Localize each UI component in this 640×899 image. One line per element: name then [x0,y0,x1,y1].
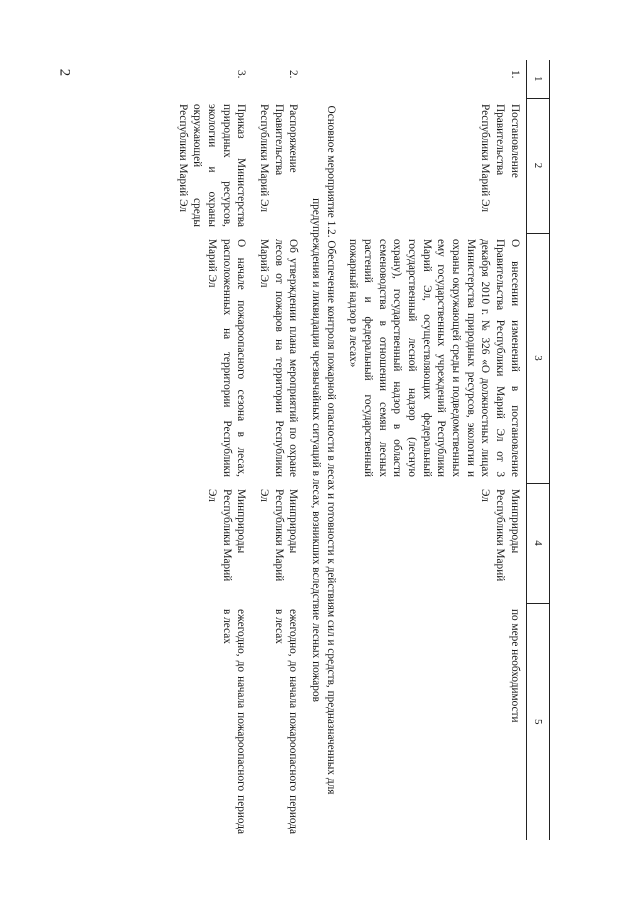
section-row [304,60,341,840]
deadline: по мере необходимости [508,609,521,723]
document-type: Приказ Министерства природных ресурсов, экологии и охраны окружающей среды Республики Марий Эл [176,104,248,227]
header-col-2: 2 [526,98,549,233]
row-number: 2. [287,70,300,79]
document-title: О начале пожароопасного сезона в лесах, расположенных на территории Республики Марий Эл [205,239,248,477]
page-number: 2 [56,68,73,77]
deadline: ежегодно, до начала пожароопасного периода в лесах [272,609,300,834]
table-header-row [526,60,549,840]
executor: Минприроды Республики Марий Эл [479,489,521,582]
table-row [342,60,527,840]
table-row [252,60,304,840]
header-col-5: 5 [526,603,549,840]
executor: Минприроды Республики Марий Эл [257,489,300,582]
row-number: 3. [235,70,248,79]
row-number: 1. [508,70,521,79]
header-col-4: 4 [526,483,549,603]
document-type: Постановление Правительства Республики Марий Эл [479,104,521,213]
measures-table [171,60,550,840]
deadline: ежегодно, до начала пожароопасного периода в лесах [220,609,248,834]
document-title: Об утверждении плана мероприятий по охране лесов от пожаров на территории Республики Марий Эл [257,239,300,477]
header-col-3: 3 [526,233,549,483]
document-table-landscape [90,60,550,840]
executor: Минприроды Республики Марий Эл [205,489,248,582]
document-type: Распоряжение Правительства Республики Марий Эл [257,104,300,213]
table-row [171,60,252,840]
document-title: О внесении изменений в постановление Правительства Республики Марий Эл от 3 декабря 2010 г. № 326 «О должностных лицах Министерства природных ресурсов, экологии и охраны окружающей среды и подведомственных ему государственных учреждений Республики Марий Эл, осуществляющих федеральный государственный лесной надзор (лесную охрану), государственный надзор в области семеноводства в отношении семян лесных растений и федеральный государственный пожарный надзор в лесах» [347,239,521,477]
section-heading: Основное мероприятие 1.2. Обеспечение контроля пожарной опасности в лесах и готовности к действиям сил и средств, предназначенных для предупреждения и ликвидации чрезвычайных ситуаций в лесах, возникших вследствие лесных пожаров [309,105,337,795]
header-col-1: 1 [526,60,549,98]
